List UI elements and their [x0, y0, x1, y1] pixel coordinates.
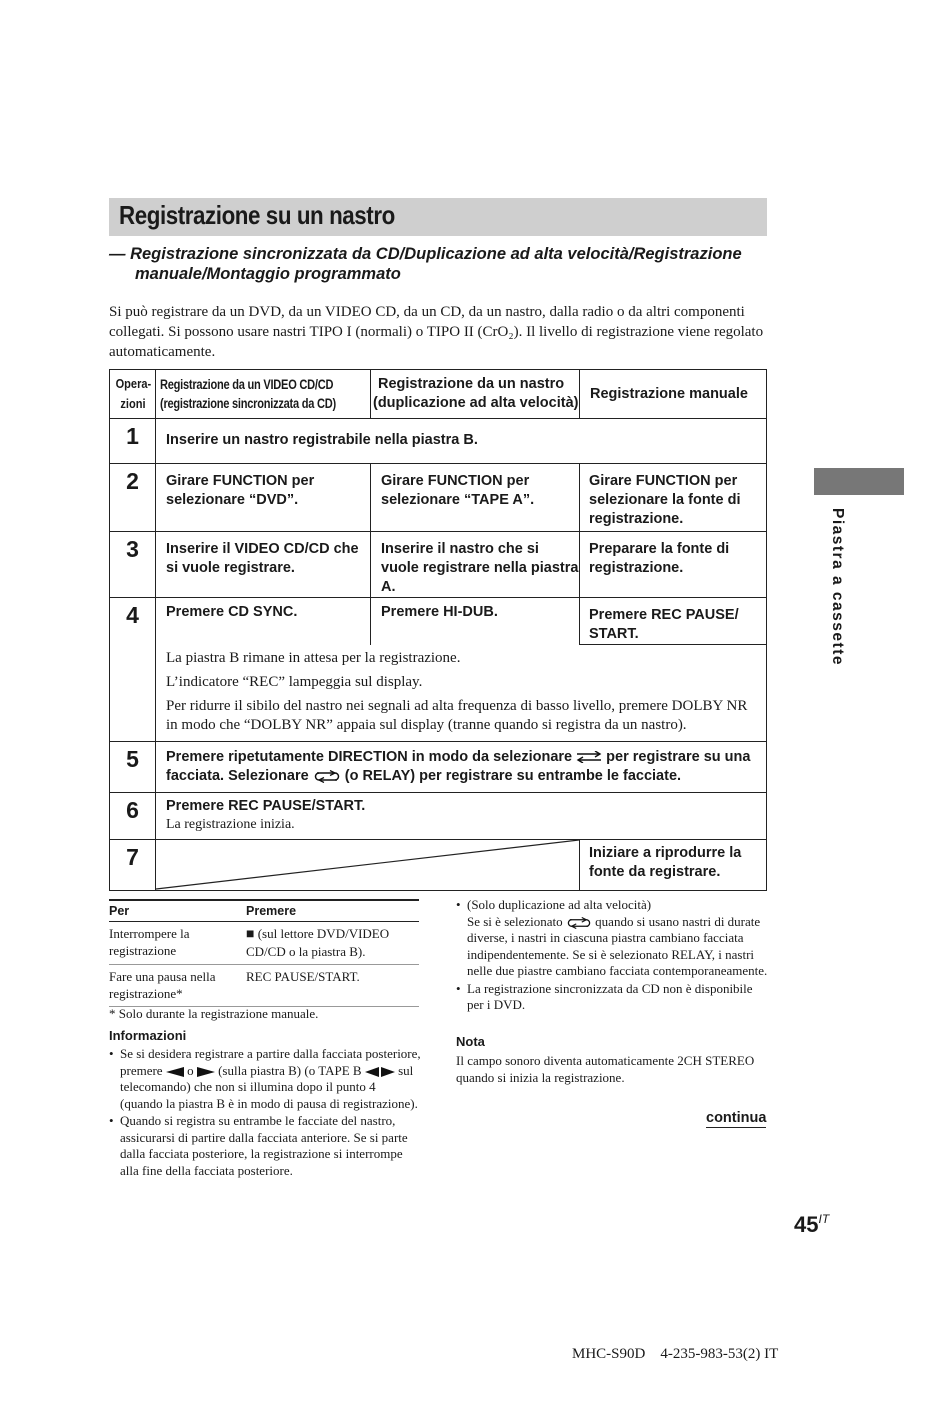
nota-text: Il campo sonoro diventa automaticamente 2CH STEREO quando si inizia la registrazione. [456, 1053, 755, 1085]
step-cell: Inserire il VIDEO CD/CD che si vuole registrare. [156, 532, 371, 598]
step5-text-a: Premere ripetutamente DIRECTION in modo da selezionare [166, 749, 573, 765]
header-col-tape [371, 370, 580, 419]
key-table [109, 899, 419, 1007]
step-cell: Inserire il nastro che si vuole registrare nella piastra A. [371, 532, 580, 598]
key-table-header [109, 900, 419, 922]
page-number-value: 45 [794, 1212, 819, 1237]
table-row [110, 793, 767, 840]
step-number: 3 [110, 532, 156, 598]
reverse-forward-play-icon [365, 1067, 395, 1077]
step-cell: Preparare la fonte di registrazione. [580, 532, 767, 598]
page-number [794, 1212, 829, 1238]
step-number: 5 [110, 742, 156, 793]
table-row [110, 464, 767, 532]
relay-direction-icon [566, 917, 592, 929]
info1-text-b: o [187, 1062, 194, 1078]
step-number: 2 [110, 464, 156, 532]
header-col-vcd [156, 370, 371, 419]
info-list [109, 1046, 421, 1180]
right-notes-list [456, 897, 770, 1015]
relay-direction-icon [313, 770, 341, 783]
reverse-play-icon [166, 1067, 184, 1077]
list-item [456, 897, 770, 980]
step-number: 1 [110, 419, 156, 464]
model-code: MHC-S90D 4-235-983-53(2) IT [572, 1346, 779, 1362]
table-row [110, 598, 767, 645]
header-col1-line2: (registrazione sincronizzata da CD) [160, 396, 336, 411]
step-cell: Girare FUNCTION per selezionare la fonte di registrazione. [580, 464, 767, 532]
key-per: Interrompere la registrazione [109, 922, 246, 965]
operations-table [109, 369, 767, 891]
step5-text-b: per registrare su una facciata. Selezionare [166, 749, 751, 784]
key-per: Fare una pausa nella registrazione* [109, 965, 246, 1007]
step6-sub: La registrazione inizia. [166, 817, 295, 832]
step6-text: Premere REC PAUSE/START. [166, 798, 366, 814]
page-title: Registrazione su un nastro [119, 200, 395, 230]
step4-notes [156, 645, 767, 742]
step-cell: Girare FUNCTION per selezionare “TAPE A”. [371, 464, 580, 532]
step-cell: Girare FUNCTION per selezionare “DVD”. [156, 464, 371, 532]
step-cell: Premere HI-DUB. [371, 598, 580, 645]
page-suffix: IT [818, 1212, 830, 1226]
table-row [109, 922, 419, 965]
step-text: Inserire un nastro registrabile nella piastra B. [156, 419, 767, 464]
table-row [110, 645, 767, 742]
header-col2-line1: Registrazione da un nastro [378, 376, 565, 392]
header-col-manual: Registrazione manuale [580, 370, 767, 419]
one-side-direction-icon [576, 751, 602, 763]
right1-text-a: • (Solo duplicazione ad alta velocità) [467, 897, 652, 912]
key-premere: REC PAUSE/START. [246, 965, 419, 1007]
step5-text-c: (o RELAY) per registrare su entrambe le facciate. [344, 768, 682, 784]
key-premere-text: (sul lettore DVD/VIDEO CD/CD o la piastra B). [246, 926, 390, 959]
header-col1-line1: Registrazione da un VIDEO CD/CD [160, 377, 334, 392]
table-row [110, 840, 767, 891]
header-operations [113, 370, 152, 419]
info-heading: Informazioni [109, 1028, 187, 1043]
list-item: • La registrazione sincronizzata da CD non è disponibile per i DVD. [456, 981, 770, 1014]
step-cell: Premere CD SYNC. [156, 598, 371, 645]
side-tab-marker [814, 468, 904, 495]
subtitle-line-1: — Registrazione sincronizzata da CD/Duplicazione ad alta velocità/Registrazione [109, 245, 742, 263]
step7-diagonal-cell [156, 840, 580, 891]
table-row [109, 965, 419, 1007]
subtitle-line-2: manuale/Montaggio programmato [135, 265, 401, 283]
step-number: 6 [110, 793, 156, 840]
info1-text-a: Se si desidera registrare a partire dalla facciata posteriore, premere [120, 1046, 421, 1078]
header-col2-line2: (duplicazione ad alta velocità) [373, 395, 579, 411]
key-premere [246, 922, 419, 965]
subtitle [109, 244, 779, 284]
list-item: • Quando si registra su entrambe le facciate del nastro, assicurarsi di partire dalla facciata anteriore. Se si parte dalla facciata posteriore, la registrazione si interrompe alla fine della facciata posteriore. [109, 1113, 421, 1179]
stop-icon: ■ [246, 927, 255, 942]
forward-play-icon [197, 1067, 215, 1077]
step-number: 7 [110, 840, 156, 891]
table-header-row [110, 370, 767, 419]
diagonal-line [156, 840, 579, 890]
step-cell: Premere REC PAUSE/ START. [580, 598, 767, 645]
table-row [110, 532, 767, 598]
step-cell: Iniziare a riprodurre la fonte da registrare. [580, 840, 767, 891]
table-row [110, 742, 767, 793]
step-text [156, 793, 767, 840]
key-header-premere: Premere [246, 900, 419, 922]
info1-text-c: (sulla piastra B) (o TAPE B [218, 1062, 362, 1078]
continua-label: continua [706, 1110, 767, 1126]
intro-paragraph: Si può registrare da un DVD, da un VIDEO CD, da un CD, da un nastro, dalla radio o da altri componenti collegati. Si possono usare nastri TIPO I (normali) o TIPO II (CrO₂). Il livello di registrazione viene regolato automaticamente. [109, 304, 764, 360]
step4-note: L’indicatore “REC” lampeggia sul display. [166, 674, 423, 690]
list-item [109, 1046, 421, 1112]
table-row [110, 419, 767, 464]
footnote: * Solo durante la registrazione manuale. [109, 1006, 319, 1021]
title-bar [109, 198, 767, 236]
key-header-per: Per [109, 900, 246, 922]
step4-note: La piastra B rimane in attesa per la registrazione. [166, 650, 461, 666]
step4-note: Per ridurre il sibilo del nastro nei segnali ad alta frequenza di basso livello, premere DOLBY NR in modo che “DOLBY NR” appaia sul display (tranne quando si registra da un nastro). [166, 698, 748, 733]
step-number: 4 [110, 598, 156, 742]
info1-text-d: sul telecomando) che non si illumina dopo il punto 4 (quando la piastra B è in modo di pausa di registrazione). [120, 1062, 418, 1111]
header-ops-line1: Opera- [115, 376, 151, 391]
nota-heading: Nota [456, 1034, 485, 1049]
header-ops-line2: zioni [119, 396, 146, 411]
right1-text-c: quando si usano nastri di durate diverse, i nastri in ciascuna piastra cambiano facciata indipendentemente. Se si è selezionato RELAY, i nastri nelle due piastre cambiano facciata contemporaneamente. [467, 913, 768, 978]
side-tab-label: Piastra a cassette [829, 508, 846, 666]
right1-text-b: Se si è selezionato [467, 913, 563, 929]
step-text [156, 742, 767, 793]
